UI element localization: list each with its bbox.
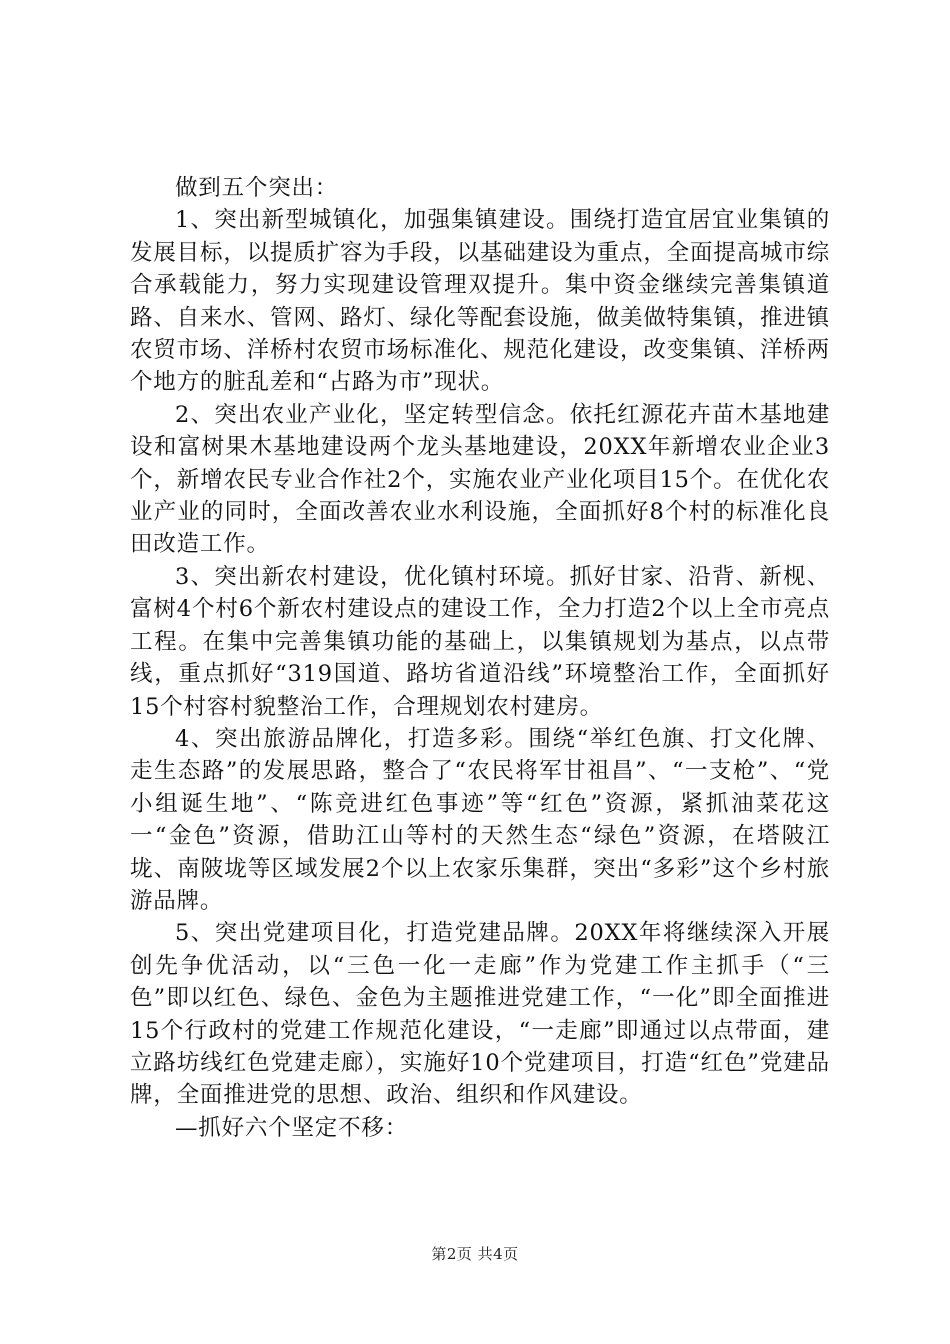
paragraph-item-5: 5、突出党建项目化，打造党建品牌。20XX年将继续深入开展创先争优活动，以“三色一化一走廊”作为党建工作主抓手（“三色”即以红色、绿色、金色为主题推进党建工作，“一化”即全面推进15个行政村的党建工作规范化建设，“一走廊”即通过以点带面，建立路坊线红色党建走廊），实施好10个党建项目，打造“红色”党建品牌，全面推进党的思想、政治、组织和作风建设。 (130, 920, 830, 1109)
page-number-label: 第2页 共4页 (431, 1245, 519, 1263)
paragraph-item-1: 1、突出新型城镇化，加强集镇建设。围绕打造宜居宜业集镇的发展目标，以提质扩容为手段，以基础建设为重点，全面提高城市综合承载能力，努力实现建设管理双提升。集中资金继续完善集镇道路、自来水、管网、路灯、绿化等配套设施，做美做特集镇，推进镇农贸市场、洋桥村农贸市场标准化、规范化建设，改变集镇、洋桥两个地方的脏乱差和“占路为市”现状。 (130, 207, 830, 396)
paragraph-section-heading: —抓好六个坚定不移： (175, 1114, 409, 1141)
paragraph-item-2: 2、突出农业产业化，坚定转型信念。依托红源花卉苗木基地建设和富树果木基地建设两个龙头基地建设，20XX年新增农业企业3个，新增农民专业合作社2个，实施农业产业化项目15个。在优化农业产业的同时，全面改善农业水利设施，全面抓好8个村的标准化良田改造工作。 (130, 401, 830, 558)
paragraph-item-4: 4、突出旅游品牌化，打造多彩。围绕“举红色旗、打文化牌、走生态路”的发展思路，整合了“农民将军甘祖昌”、“一支枪”、“党小组诞生地”、“陈竞进红色事迹”等“红色”资源，紧抓油菜花这一“金色”资源，借助江山等村的天然生态“绿色”资源，在塔陂江垅、南陂垅等区域发展2个以上农家乐集群，突出“多彩”这个乡村旅游品牌。 (130, 725, 830, 914)
page-footer (0, 1243, 950, 1264)
document-body (130, 172, 830, 1144)
paragraph-intro: 做到五个突出： (175, 175, 339, 201)
paragraph-item-3: 3、突出新农村建设，优化镇村环境。抓好甘家、沿背、新枧、富树4个村6个新农村建设点的建设工作，全力打造2个以上全市亮点工程。在集中完善集镇功能的基础上，以集镇规划为基点，以点带线，重点抓好“319国道、路坊省道沿线”环境整治工作，全面抓好15个村容村貌整治工作，合理规划农村建房。 (130, 563, 830, 720)
